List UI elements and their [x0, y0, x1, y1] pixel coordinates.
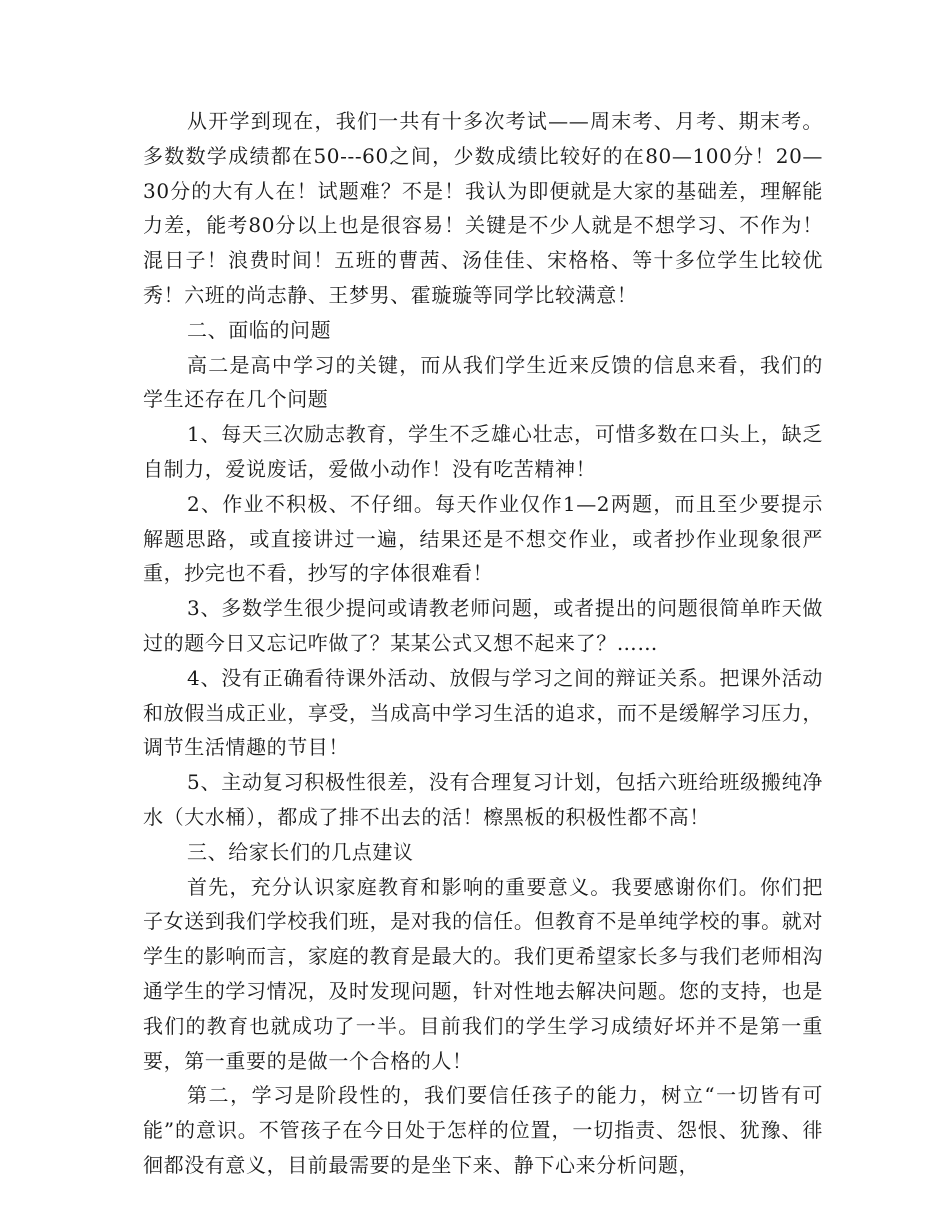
- paragraph-problem-5: 5、主动复习积极性很差，没有合理复习计划，包括六班给班级搬纯净水（大水桶），都成了排不出去的活！檫黑板的积极性都不高！: [143, 770, 823, 829]
- paragraph-problem-4: 4、没有正确看待课外活动、放假与学习之间的辩证关系。把课外活动和放假当成正业，享受，当成高中学习生活的追求，而不是缓解学习压力，调节生活情趣的节目！: [143, 665, 823, 760]
- section-heading-suggestions: 三、给家长们的几点建议: [187, 839, 414, 864]
- paragraph-suggestion-second: 第二，学习是阶段性的，我们要信任孩子的能力，树立“一切皆有可能”的意识。不管孩子在今日处于怎样的位置，一切指责、怨恨、犹豫、徘徊都没有意义，目前最需要的是坐下来、静下心来分析问题，: [143, 1083, 823, 1177]
- paragraph-problem-1: 1、每天三次励志教育，学生不乏雄心壮志，可惜多数在口头上，缺乏自制力，爱说废话，爱做小动作！没有吃苦精神！: [143, 422, 823, 481]
- document-body: [143, 104, 823, 1183]
- paragraph-problem-3: 3、多数学生很少提问或请教老师问题，或者提出的问题很简单昨天做过的题今日又忘记咋做了？某某公式又想不起来了？……: [143, 596, 823, 655]
- paragraph-suggestion-first: 首先，充分认识家庭教育和影响的重要意义。我要感谢你们。你们把子女送到我们学校我们班，是对我的信任。但教育不是单纯学校的事。就对学生的影响而言，家庭的教育是最大的。我们更希望家长多与我们老师相沟通学生的学习情况，及时发现问题，针对性地去解决问题。您的支持，也是我们的教育也就成功了一半。目前我们的学生学习成绩好坏并不是第一重要，第一重要的是做一个合格的人！: [143, 874, 823, 1073]
- paragraph-exam-results: 从开学到现在，我们一共有十多次考试——周末考、月考、期末考。多数数学成绩都在50---60之间，少数成绩比较好的在80—100分！20—30分的大有人在！试题难？不是！我认为即便就是大家的基础差，理解能力差，能考80分以上也是很容易！关键是不少人就是不想学习、不作为！混日子！浪费时间！五班的曹茜、汤佳佳、宋格格、等十多位学生比较优秀！六班的尚志静、王梦男、霍璇璇等同学比较满意！: [143, 109, 823, 307]
- paragraph-problem-2: 2、作业不积极、不仔细。每天作业仅作1—2两题，而且至少要提示解题思路，或直接讲过一遍，结果还是不想交作业，或者抄作业现象很严重，抄完也不看，抄写的字体很难看！: [143, 491, 823, 586]
- paragraph-problems-intro: 高二是高中学习的关键，而从我们学生近来反馈的信息来看，我们的学生还存在几个问题: [143, 352, 823, 412]
- section-heading-problems: 二、面临的问题: [187, 317, 332, 342]
